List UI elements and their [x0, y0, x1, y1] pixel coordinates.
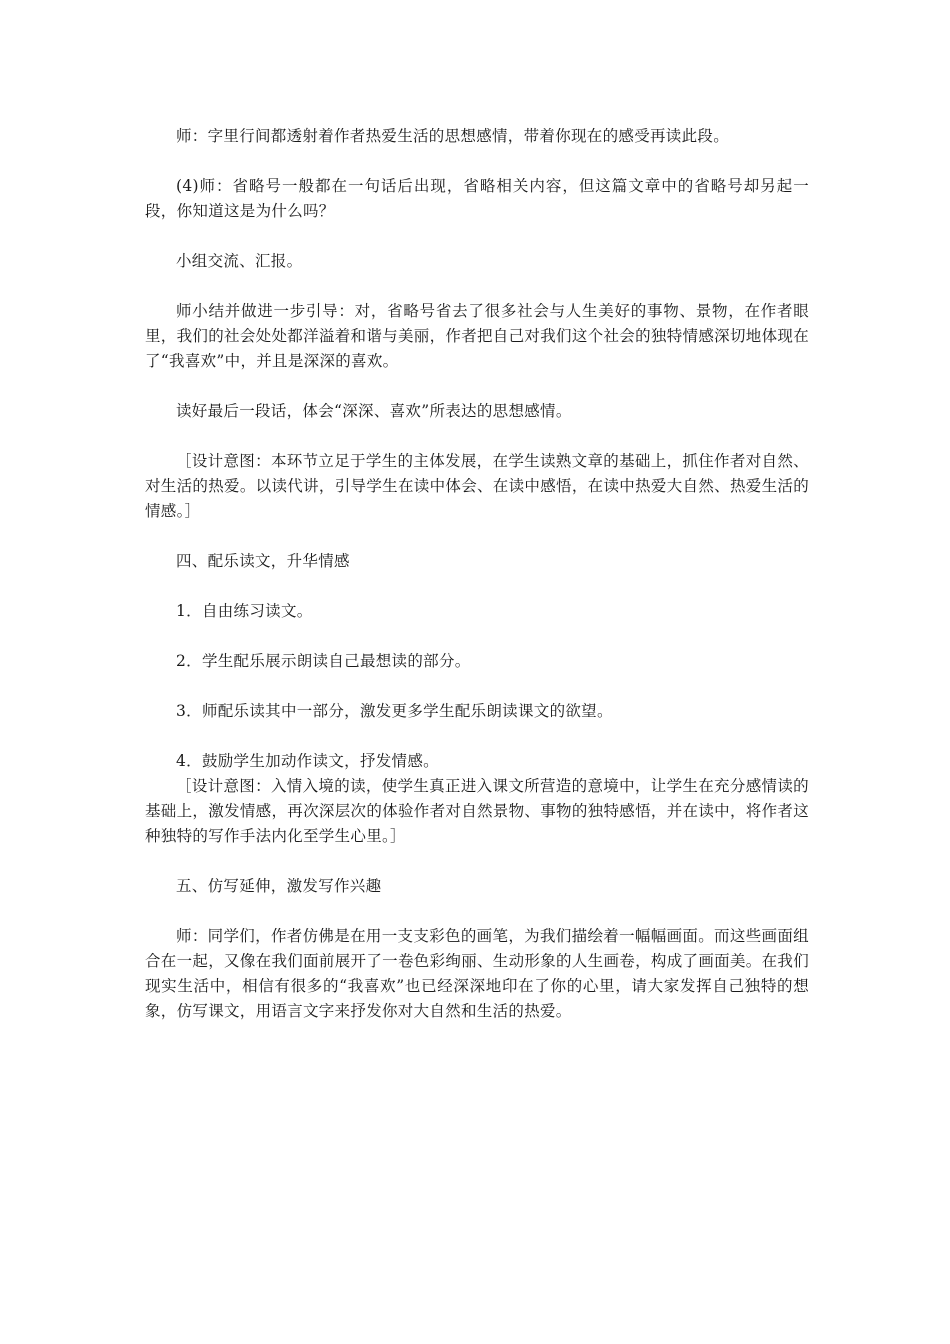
- paragraph-teacher-summary: 师小结并做进一步引导：对，省略号省去了很多社会与人生美好的事物、景物，在作者眼里，我们的社会处处都洋溢着和谐与美丽，作者把自己对我们这个社会的独特情感深切地体现在了“我喜欢”中，并且是深深的喜欢。: [145, 302, 809, 370]
- list-item-4: 4．鼓励学生加动作读文，抒发情感。: [176, 752, 439, 770]
- list-item-1: 1．自由练习读文。: [176, 602, 313, 620]
- paragraph-ellipsis-question: (4)师：省略号一般都在一句话后出现，省略相关内容，但这篇文章中的省略号却另起一段，你知道这是为什么吗？: [145, 177, 809, 220]
- document-body: [145, 124, 809, 1024]
- list-item-2: 2．学生配乐展示朗读自己最想读的部分。: [176, 652, 471, 670]
- list-item-3: 3．师配乐读其中一部分，激发更多学生配乐朗读课文的欲望。: [176, 702, 613, 720]
- section-heading-5: 五、仿写延伸，激发写作兴趣: [176, 877, 382, 895]
- paragraph-teacher-reread: 师：字里行间都透射着作者热爱生活的思想感情，带着你现在的感受再读此段。: [176, 127, 730, 145]
- paragraph-imitation-writing: 师：同学们，作者仿佛是在用一支支彩色的画笔，为我们描绘着一幅幅画面。而这些画面组合在一起，又像在我们面前展开了一卷色彩绚丽、生动形象的人生画卷，构成了画面美。在我们现实生活中，相信有很多的“我喜欢”也已经深深地印在了你的心里，请大家发挥自己独特的想象，仿写课文，用语言文字来抒发你对大自然和生活的热爱。: [145, 927, 809, 1020]
- paragraph-read-last: 读好最后一段话，体会“深深、喜欢”所表达的思想感情。: [176, 402, 572, 420]
- paragraph-design-intent-1: ［设计意图：本环节立足于学生的主体发展，在学生读熟文章的基础上，抓住作者对自然、对生活的热爱。以读代讲，引导学生在读中体会、在读中感悟，在读中热爱大自然、热爱生活的情感。］: [145, 452, 809, 520]
- paragraph-group-report: 小组交流、汇报。: [176, 252, 303, 270]
- paragraph-design-intent-2: ［设计意图：入情入境的读，使学生真正进入课文所营造的意境中，让学生在充分感情读的基础上，激发情感，再次深层次的体验作者对自然景物、事物的独特感悟，并在读中，将作者这种独特的写作手法内化至学生心里。］: [145, 777, 809, 845]
- section-heading-4: 四、配乐读文，升华情感: [176, 552, 350, 570]
